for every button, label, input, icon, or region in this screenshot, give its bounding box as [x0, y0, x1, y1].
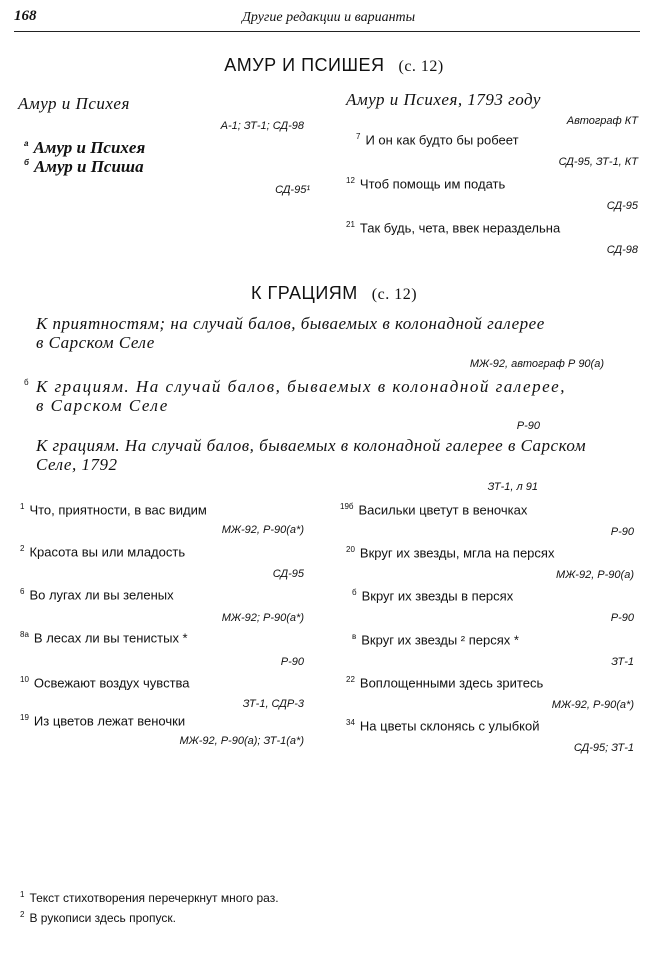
line-number: в — [352, 632, 357, 641]
verse-line — [340, 502, 527, 517]
verse-line — [346, 545, 554, 560]
line-text: Так будь, чета, ввек нераздельна — [359, 220, 561, 236]
line-text: Вкруг их звезды в персях — [361, 588, 514, 604]
section-title-text: АМУР И ПСИШЕЯ — [224, 55, 385, 75]
left-title: Амур и Психея — [18, 94, 130, 113]
verse-line — [20, 713, 185, 728]
line-number: 10 — [20, 675, 29, 684]
line-number: 22 — [346, 675, 355, 684]
section-title-gracii — [0, 283, 668, 304]
title-variant-line2: в Сарском Селе — [36, 396, 169, 415]
line-source: СД-98 — [606, 244, 638, 256]
title-variant-line1: К приятностям; на случай балов, бываемых в колонадной галерее — [36, 314, 545, 333]
variant-line — [24, 138, 145, 158]
line-number: 34 — [346, 718, 355, 727]
line-source: МЖ-92, Р-90(а*) — [551, 699, 634, 711]
line-text: В лесах ли вы тенистых * — [33, 630, 188, 646]
footnote-text: В рукописи здесь пропуск. — [29, 911, 176, 925]
line-number: 7 — [356, 132, 361, 141]
line-text: Чтоб помощь им подать — [359, 176, 506, 192]
title-variant-num: б — [24, 378, 29, 387]
section-title-amur — [0, 55, 668, 76]
verse-line — [352, 632, 519, 647]
line-text: Красота вы или младость — [29, 544, 186, 560]
left-title-source: А-1; ЗТ-1; СД-98 — [220, 120, 304, 132]
verse-line — [346, 176, 505, 191]
footnote — [20, 910, 176, 925]
line-source: Р-90 — [610, 612, 634, 624]
line-source: СД-95; ЗТ-1 — [573, 742, 634, 754]
line-source: ЗТ-1, СДР-3 — [242, 698, 304, 710]
line-source: МЖ-92; Р-90(а*) — [221, 612, 304, 624]
line-source: МЖ-92, Р-90(а*) — [221, 524, 304, 536]
section-page-ref: (с. 12) — [371, 286, 418, 303]
footnote-number: 1 — [20, 890, 25, 899]
line-number: 19 — [20, 713, 29, 722]
title-variant-line2: в Сарском Селе — [36, 333, 155, 352]
footnote-text: Текст стихотворения перечеркнут много раз. — [29, 891, 279, 905]
line-number: 6 — [20, 587, 25, 596]
line-text: На цветы склонясь с улыбкой — [359, 718, 540, 734]
line-text: Во лугах ли вы зеленых — [29, 587, 174, 603]
verse-line — [346, 220, 560, 235]
section-page-ref: (с. 12) — [398, 58, 444, 75]
line-text: Вкруг их звезды, мгла на персях — [359, 545, 555, 561]
line-number: 21 — [346, 220, 355, 229]
variants-source: СД-95¹ — [275, 184, 310, 196]
line-source: МЖ-92, Р-90(а) — [556, 569, 634, 581]
page-number: 168 — [14, 8, 37, 24]
line-text: Освежают воздух чувства — [33, 675, 190, 691]
title-variant-source: ЗТ-1, л 91 — [487, 481, 538, 493]
variant-text: Амур и Псиша — [33, 157, 144, 176]
line-source: СД-95 — [272, 568, 304, 580]
footnote-number: 2 — [20, 910, 25, 919]
line-number: 12 — [346, 176, 355, 185]
title-variant-source: Р-90 — [516, 420, 540, 432]
line-source: Р-90 — [610, 526, 634, 538]
line-source: Р-90 — [280, 656, 304, 668]
line-source: СД-95 — [606, 200, 638, 212]
line-source: МЖ-92, Р-90(а); ЗТ-1(а*) — [179, 735, 304, 747]
verse-line — [20, 587, 174, 602]
verse-line — [346, 718, 539, 733]
line-number: 8а — [20, 630, 29, 639]
line-text: И он как будто бы робеет — [365, 132, 519, 148]
line-text: Васильки цветут в веночках — [358, 502, 528, 518]
verse-line — [356, 132, 519, 147]
title-variant-line1: К грациям. На случай балов, бываемых в колонадной галерее в Сарском — [36, 436, 587, 455]
verse-line — [352, 588, 513, 603]
line-number: 2 — [20, 544, 25, 553]
variant-text: Амур и Психея — [33, 138, 146, 157]
verse-line — [20, 630, 188, 645]
line-text: Воплощенными здесь зритесь — [359, 675, 544, 691]
line-text: Что, приятности, в вас видим — [29, 502, 207, 518]
verse-line — [346, 675, 543, 690]
variant-num: а — [24, 139, 29, 149]
right-title-source: Автограф КТ — [566, 115, 638, 127]
line-number: 1 — [20, 502, 25, 511]
footnote — [20, 890, 279, 905]
verse-line — [20, 502, 207, 517]
line-text: Вкруг их звезды ² персях * — [361, 632, 519, 648]
running-title: Другие редакции и варианты — [242, 10, 416, 25]
title-variant-source: МЖ-92, автограф Р 90(а) — [469, 358, 604, 370]
line-number: б — [352, 588, 357, 597]
verse-line — [20, 675, 190, 690]
right-title: Амур и Психея, 1793 году — [346, 90, 541, 109]
line-text: Из цветов лежат веночки — [33, 713, 186, 729]
line-number: 20 — [346, 545, 355, 554]
title-variant-line2: Селе, 1792 — [36, 455, 118, 474]
variant-num: б — [24, 158, 29, 168]
verse-line — [20, 544, 185, 559]
line-number: 19б — [340, 502, 354, 511]
line-source: СД-95, ЗТ-1, КТ — [558, 156, 638, 168]
line-source: ЗТ-1 — [611, 656, 634, 668]
header-rule — [14, 31, 640, 32]
title-variant-line1: К грациям. На случай балов, бываемых в колонадной галерее, — [36, 377, 566, 396]
variant-line — [24, 157, 144, 177]
section-title-text: К ГРАЦИЯМ — [250, 283, 358, 303]
